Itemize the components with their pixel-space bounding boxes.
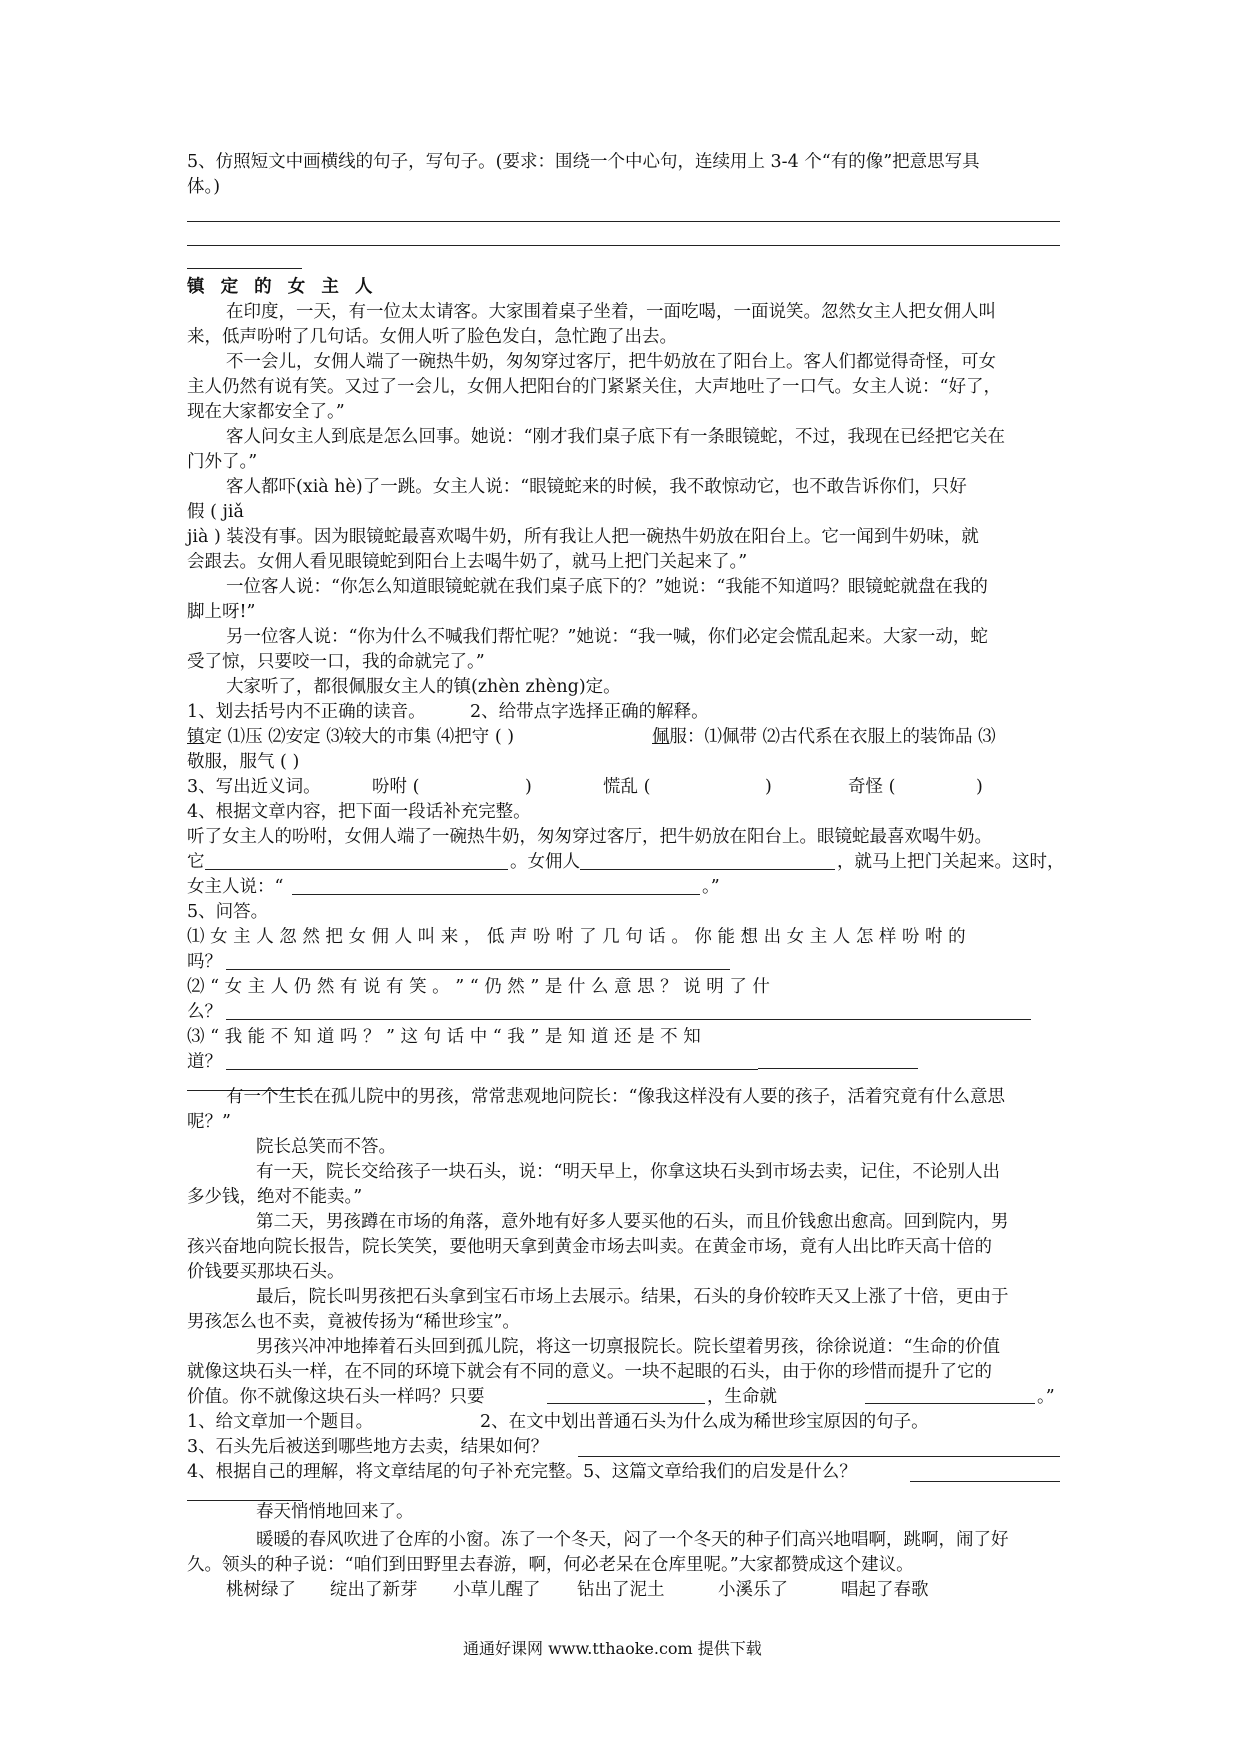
question-4-fill-end: ，就马上把门关起来。这时， xyxy=(837,852,1065,872)
paragraph-line: ，生命就 xyxy=(707,1387,777,1407)
question-5-3: ⑶ “ 我 能 不 知 道 吗 ？ ” 这 句 话 中 “ 我 ” 是 知 道 还 是 不 知 xyxy=(187,1027,701,1047)
paragraph-line: jià ) 装没有事。因为眼镜蛇最喜欢喝牛奶，所有我让人把一碗热牛奶放在阳台上。它一闻到牛奶味，就 xyxy=(187,527,979,547)
fill-blank[interactable] xyxy=(547,1403,705,1404)
word-item: 唱起了春歌 xyxy=(841,1580,929,1600)
paragraph-line: 受了惊，只要咬一口，我的命就完了。” xyxy=(187,652,485,672)
paragraph-line: 呢？” xyxy=(187,1112,231,1132)
paragraph-line: 会跟去。女佣人看见眼镜蛇到阳台上去喝牛奶了，就马上把门关起来了。” xyxy=(187,552,748,572)
paragraph-line: 有一个生长在孤儿院中的男孩，常常悲观地问院长：“像我这样没有人要的孩子，活着究竟有什么意思 xyxy=(226,1087,1005,1107)
question-4-say-end: 。” xyxy=(702,877,720,897)
paragraph-line: 孩兴奋地向院长报告，院长笑笑，要他明天拿到黄金市场去叫卖。在黄金市场，竟有人出比昨天高十倍的 xyxy=(187,1237,992,1257)
paragraph-line: 第二天，男孩蹲在市场的角落，意外地有好多人要买他的石头，而且价钱愈出愈高。回到院内，男 xyxy=(256,1212,1009,1232)
question-4-fill-start: 它 xyxy=(187,852,205,872)
paragraph-line: 不一会儿，女佣人端了一碗热牛奶，匆匆穿过客厅，把牛奶放在了阳台上。客人们都觉得奇怪，可女 xyxy=(226,352,996,372)
fill-blank[interactable] xyxy=(580,869,835,870)
fill-blank[interactable] xyxy=(205,869,508,870)
question-4-fill-mid: 。女佣人 xyxy=(510,852,580,872)
answer-line[interactable] xyxy=(226,969,730,970)
section-divider xyxy=(187,268,302,269)
paragraph-line: 主人仍然有说有笑。又过了一会儿，女佣人把阳台的门紧紧关住，大声地吐了一口气。女主人说：“好了， xyxy=(187,377,1001,397)
paragraph-line: 春天悄悄地回来了。 xyxy=(256,1502,414,1522)
footer-text: 通通好课网 www.tthaoke.com 提供下载 xyxy=(463,1639,762,1658)
paragraph-line: 。” xyxy=(1037,1387,1055,1407)
paragraph-line: 院长总笑而不答。 xyxy=(256,1137,396,1157)
word-item: 桃树绿了 xyxy=(226,1580,296,1600)
paragraph-line: 最后，院长叫男孩把石头拿到宝石市场上去展示。结果，石头的身价较昨天又上涨了十倍，更由于 xyxy=(256,1287,1009,1307)
paragraph-line: 男孩兴冲冲地捧着石头回到孤儿院，将这一切禀报院长。院长望着男孩，徐徐说道：“生命的价值 xyxy=(256,1337,1000,1357)
question-5-1: ⑴ 女 主 人 忽 然 把 女 佣 人 叫 来 ， 低 声 吩 咐 了 几 句 话 。 你 能 想 出 女 主 人 怎 样 吩 咐 的 xyxy=(187,927,966,947)
question-4-5: 4、根据自己的理解，将文章结尾的句子补充完整。5、这篇文章给我们的启发是什么？ xyxy=(187,1462,857,1482)
paragraph-line: 就像这块石头一样，在不同的环境下就会有不同的意义。一块不起眼的石头，由于你的珍惜而提升了它的 xyxy=(187,1362,992,1382)
answer-line[interactable] xyxy=(187,221,1060,222)
q5-instruction-line2: 体。) xyxy=(187,177,221,197)
answer-line-extension[interactable] xyxy=(758,1068,918,1069)
paragraph-line: 脚上呀!” xyxy=(187,602,256,622)
question-4-text: 听了女主人的吩咐，女佣人端了一碗热牛奶，匆匆穿过客厅，把牛奶放在阳台上。眼镜蛇最喜欢喝牛奶。 xyxy=(187,827,992,847)
question-5-2: ⑵ “ 女 主 人 仍 然 有 说 有 笑 。 ” “ 仍 然 ” 是 什 么 意 思 ？ 说 明 了 什 xyxy=(187,977,770,997)
paragraph-line: 来，低声吩咐了几句话。女佣人听了脸色发白，急忙跑了出去。 xyxy=(187,327,677,347)
answer-line[interactable] xyxy=(578,1456,1060,1457)
synonym-word: 慌乱 ( xyxy=(603,777,651,797)
question-5-3-cont: 道？ xyxy=(187,1052,222,1072)
question-5-2-cont: 么？ xyxy=(187,1002,222,1022)
fill-blank[interactable] xyxy=(865,1403,1035,1404)
q5-instruction-line1: 5、仿照短文中画横线的句子，写句子。(要求：围绕一个中心句，连续用上 3-4 个“有的像”把意思写具 xyxy=(187,152,980,172)
dotted-character: 镇 xyxy=(187,727,205,747)
word-item: 小溪乐了 xyxy=(718,1580,788,1600)
question-2-options-line2: 敬服，服气 ( ) xyxy=(187,752,300,772)
paragraph-line: 价钱要买那块石头。 xyxy=(187,1262,345,1282)
synonym-word: 奇怪 ( xyxy=(848,777,896,797)
answer-line[interactable] xyxy=(187,245,1060,246)
paragraph-line: 现在大家都安全了。” xyxy=(187,402,345,422)
paragraph-line: 暖暖的春风吹进了仓库的小窗。冻了一个冬天，闷了一个冬天的种子们高兴地唱啊，跳啊，闹了好 xyxy=(256,1530,1009,1550)
question-2: 2、给带点字选择正确的解释。 xyxy=(470,702,709,722)
question-3: 3、石头先后被送到哪些地方去卖，结果如何？ xyxy=(187,1437,549,1457)
story-title: 镇 定 的 女 主 人 xyxy=(187,277,378,297)
word-item: 绽出了新芽 xyxy=(330,1580,418,1600)
answer-line[interactable] xyxy=(226,1019,1031,1020)
options-text: 定 ⑴压 ⑵安定 ⑶较大的市集 ⑷把守 ( ) xyxy=(204,727,515,747)
paragraph-line: 有一天，院长交给孩子一块石头，说：“明天早上，你拿这块石头到市场去卖，记住，不论别人出 xyxy=(256,1162,1000,1182)
paragraph-line: 男孩怎么也不卖，竟被传扬为“稀世珍宝”。 xyxy=(187,1312,520,1332)
question-4-say: 女主人说：“ xyxy=(187,877,284,897)
paragraph-line: 价值。你不就像这块石头一样吗？只要 xyxy=(187,1387,485,1407)
paragraph-line: 假 ( jiǎ xyxy=(187,502,244,522)
answer-line[interactable] xyxy=(910,1481,1060,1482)
paragraph-line: 另一位客人说：“你为什么不喊我们帮忙呢？”她说：“我一喊，你们必定会慌乱起来。大家一动，蛇 xyxy=(226,627,988,647)
question-1: 1、给文章加一个题目。 xyxy=(187,1412,374,1432)
question-1: 1、划去括号内不正确的读音。 xyxy=(187,702,426,722)
question-3: 3、写出近义词。 xyxy=(187,777,321,797)
bracket-close: ) xyxy=(525,777,532,797)
bracket-close: ) xyxy=(976,777,983,797)
options-text: 服：⑴佩带 ⑵古代系在衣服上的装饰品 ⑶ xyxy=(669,727,996,747)
answer-line[interactable] xyxy=(226,1069,758,1070)
paragraph-line: 久。领头的种子说：“咱们到田野里去春游，啊，何必老呆在仓库里呢。”大家都赞成这个建议。 xyxy=(187,1555,914,1575)
paragraph-line: 门外了。” xyxy=(187,452,258,472)
paragraph-line: 客人问女主人到底是怎么回事。她说：“刚才我们桌子底下有一条眼镜蛇，不过，我现在已经把它关在 xyxy=(226,427,1005,447)
paragraph-line: 大家听了，都很佩服女主人的镇(zhèn zhèng)定。 xyxy=(226,677,621,697)
paragraph-line: 在印度，一天，有一位太太请客。大家围着桌子坐着，一面吃喝，一面说笑。忽然女主人把女佣人叫 xyxy=(226,302,996,322)
paragraph-line: 一位客人说：“你怎么知道眼镜蛇就在我们桌子底下的？”她说：“我能不知道吗？眼镜蛇就盘在我的 xyxy=(226,577,988,597)
question-2: 2、在文中划出普通石头为什么成为稀世珍宝原因的句子。 xyxy=(480,1412,929,1432)
word-item: 钻出了泥土 xyxy=(577,1580,665,1600)
paragraph-line: 多少钱，绝对不能卖。” xyxy=(187,1187,363,1207)
fill-blank[interactable] xyxy=(292,894,700,895)
bracket-close: ) xyxy=(765,777,772,797)
question-2-options-line1b xyxy=(652,725,996,750)
dotted-character: 佩 xyxy=(652,727,670,747)
question-4: 4、根据文章内容，把下面一段话补充完整。 xyxy=(187,802,531,822)
question-2-options-line1 xyxy=(187,725,514,750)
question-5: 5、问答。 xyxy=(187,902,269,922)
question-5-1-cont: 吗？ xyxy=(187,952,222,972)
synonym-word: 吩咐 ( xyxy=(372,777,420,797)
paragraph-line: 客人都吓(xià hè)了一跳。女主人说：“眼镜蛇来的时候，我不敢惊动它，也不敢告诉你们，只好 xyxy=(226,477,967,497)
word-item: 小草儿醒了 xyxy=(453,1580,541,1600)
